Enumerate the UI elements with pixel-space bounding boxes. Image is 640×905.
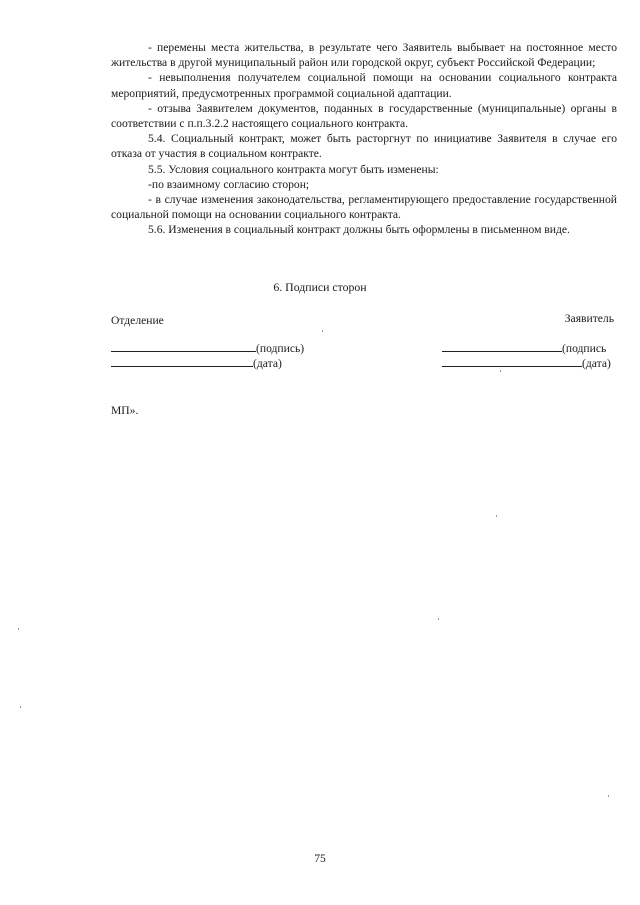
contract-text	[111, 40, 617, 238]
left-party-name: Отделение	[111, 314, 164, 327]
right-date-rule	[442, 355, 582, 367]
paragraph-law-change: - в случае изменения законодательства, регламентирующего предоставление государственной социальной помощи на основании социального контракта.	[111, 193, 617, 222]
right-signature-rule	[442, 340, 562, 352]
paragraph-5-6: 5.6. Изменения в социальный контракт должны быть оформлены в письменном виде.	[148, 223, 570, 237]
paragraph-residence-change: - перемены места жительства, в результате чего Заявитель выбывает на постоянное место жительства в другой муниципальный район или городской округ, субъект Российской Федерации;	[111, 41, 617, 70]
left-date-rule	[111, 355, 253, 367]
left-date-label: (дата)	[253, 357, 282, 370]
right-signature-line	[442, 340, 606, 356]
left-signature-label: (подпись)	[256, 342, 305, 355]
scan-speck	[500, 370, 501, 372]
section-title: 6. Подписи сторон	[273, 280, 367, 294]
left-signature-line	[111, 340, 304, 356]
right-date-line	[442, 355, 611, 371]
paragraph-documents-withdrawal: - отзыва Заявителем документов, поданных в государственные (муниципальные) органы в соответствии с п.п.3.2.2 настоящего социального контракта.	[111, 101, 617, 131]
paragraph-non-fulfillment: - невыполнения получателем социальной помощи на основании социального контракта мероприятий, предусмотренных программой социальной адаптации.	[111, 71, 617, 100]
scan-speck	[496, 515, 497, 517]
scan-speck	[608, 795, 609, 797]
right-party-name: Заявитель	[564, 312, 614, 325]
scan-speck	[18, 628, 19, 630]
scan-speck	[322, 330, 323, 332]
left-signature-rule	[111, 340, 256, 352]
page-number: 75	[314, 852, 326, 865]
scan-speck	[438, 618, 439, 620]
paragraph-mutual-agreement: -по взаимному согласию сторон;	[148, 177, 310, 191]
left-date-line	[111, 355, 282, 371]
stamp-label: МП».	[111, 404, 139, 417]
right-signature-label: (подпись	[562, 342, 607, 355]
right-date-label: (дата)	[582, 357, 611, 370]
paragraph-5-4: 5.4. Социальный контракт, может быть расторгнут по инициативе Заявителя в случае его отказа от участия в социальном контракте.	[111, 132, 617, 161]
paragraph-5-5: 5.5. Условия социального контракта могут быть изменены:	[148, 162, 439, 176]
scan-speck	[20, 706, 21, 708]
